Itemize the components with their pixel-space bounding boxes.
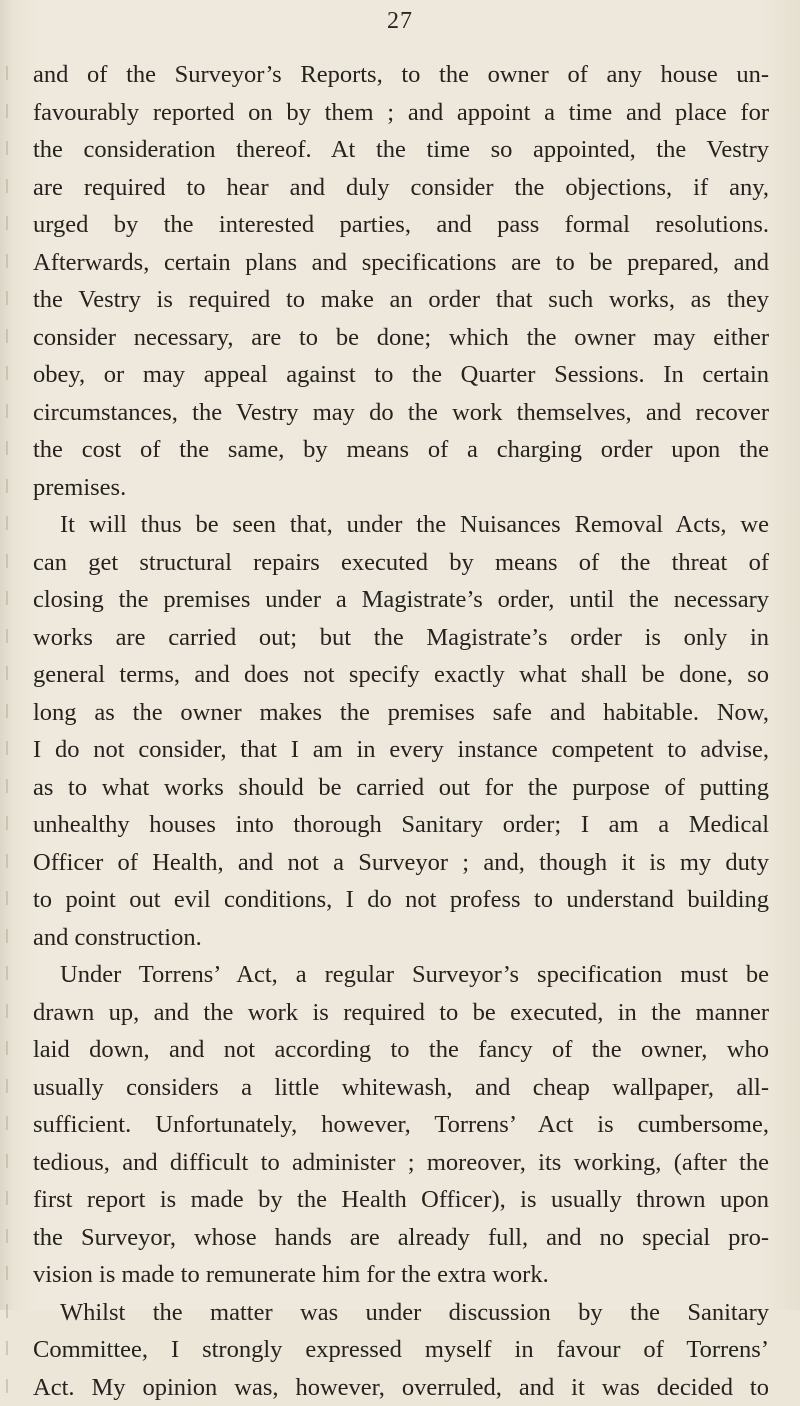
text-line: as to what works should be carried out for the purpose of putting	[33, 769, 769, 807]
body-text	[33, 56, 769, 1406]
gutter-mark	[6, 141, 16, 155]
gutter-mark	[6, 1191, 16, 1205]
gutter-mark	[6, 179, 16, 193]
gutter-mark	[6, 779, 16, 793]
text-line: unhealthy houses into thorough Sanitary order; I am a Medical	[33, 806, 769, 844]
gutter-mark	[6, 516, 16, 530]
text-line: I do not consider, that I am in every instance competent to advise,	[33, 731, 769, 769]
text-line: Under Torrens’ Act, a regular Surveyor’s specification must be	[33, 956, 769, 994]
text-line: premises.	[33, 469, 769, 507]
text-line: laid down, and not according to the fancy of the owner, who	[33, 1031, 769, 1069]
text-line: works are carried out; but the Magistrate’s order is only in	[33, 619, 769, 657]
text-line: usually considers a little whitewash, and cheap wallpaper, all-	[33, 1069, 769, 1107]
gutter-mark	[6, 1004, 16, 1018]
text-line: obey, or may appeal against to the Quarter Sessions. In certain	[33, 356, 769, 394]
text-line: the consideration thereof. At the time so appointed, the Vestry	[33, 131, 769, 169]
gutter-mark	[6, 254, 16, 268]
text-line: are required to hear and duly consider the objections, if any,	[33, 169, 769, 207]
gutter-mark	[6, 291, 16, 305]
gutter-mark	[6, 891, 16, 905]
paragraph	[33, 506, 769, 956]
text-line: drawn up, and the work is required to be executed, in the manner	[33, 994, 769, 1032]
text-line: the Vestry is required to make an order that such works, as they	[33, 281, 769, 319]
gutter-mark	[6, 329, 16, 343]
paragraph	[33, 1294, 769, 1406]
gutter-mark	[6, 441, 16, 455]
text-line: vision is made to remunerate him for the extra work.	[33, 1256, 769, 1294]
text-line: urged by the interested parties, and pass formal resolutions.	[33, 206, 769, 244]
gutter-mark	[6, 1154, 16, 1168]
paragraph	[33, 956, 769, 1294]
text-line: Afterwards, certain plans and specifications are to be prepared, and	[33, 244, 769, 282]
gutter-mark	[6, 1341, 16, 1355]
gutter-mark	[6, 1079, 16, 1093]
gutter-mark	[6, 629, 16, 643]
gutter-mark	[6, 366, 16, 380]
gutter-mark	[6, 104, 16, 118]
text-line: the Surveyor, whose hands are already full, and no special pro-	[33, 1219, 769, 1257]
text-line: consider necessary, are to be done; which the owner may either	[33, 319, 769, 357]
gutter-mark	[6, 966, 16, 980]
text-line: can get structural repairs executed by means of the threat of	[33, 544, 769, 582]
paragraph	[33, 56, 769, 506]
text-line: and of the Surveyor’s Reports, to the owner of any house un-	[33, 56, 769, 94]
gutter-mark	[6, 929, 16, 943]
text-line: closing the premises under a Magistrate’s order, until the necessary	[33, 581, 769, 619]
binding-gutter	[0, 0, 30, 1310]
text-line: circumstances, the Vestry may do the work themselves, and recover	[33, 394, 769, 432]
gutter-mark	[6, 1229, 16, 1243]
gutter-mark	[6, 704, 16, 718]
page-number: 27	[0, 8, 800, 35]
gutter-mark	[6, 741, 16, 755]
text-line: favourably reported on by them ; and appoint a time and place for	[33, 94, 769, 132]
text-line: Act. My opinion was, however, overruled, and it was decided to	[33, 1369, 769, 1406]
gutter-mark	[6, 854, 16, 868]
text-line: general terms, and does not specify exactly what shall be done, so	[33, 656, 769, 694]
gutter-mark	[6, 591, 16, 605]
text-line: sufficient. Unfortunately, however, Torrens’ Act is cumbersome,	[33, 1106, 769, 1144]
gutter-mark	[6, 554, 16, 568]
text-line: to point out evil conditions, I do not profess to understand building	[33, 881, 769, 919]
gutter-mark	[6, 479, 16, 493]
text-line: tedious, and difficult to administer ; moreover, its working, (after the	[33, 1144, 769, 1182]
gutter-mark	[6, 1266, 16, 1280]
gutter-mark	[6, 404, 16, 418]
text-line: long as the owner makes the premises safe and habitable. Now,	[33, 694, 769, 732]
gutter-mark	[6, 1116, 16, 1130]
text-line: Officer of Health, and not a Surveyor ; and, though it is my duty	[33, 844, 769, 882]
gutter-mark	[6, 816, 16, 830]
text-line: Committee, I strongly expressed myself in favour of Torrens’	[33, 1331, 769, 1369]
text-line: first report is made by the Health Officer), is usually thrown upon	[33, 1181, 769, 1219]
gutter-mark	[6, 1041, 16, 1055]
text-line: Whilst the matter was under discussion by the Sanitary	[33, 1294, 769, 1332]
gutter-mark	[6, 1304, 16, 1318]
text-line: It will thus be seen that, under the Nuisances Removal Acts, we	[33, 506, 769, 544]
gutter-mark	[6, 216, 16, 230]
text-line: the cost of the same, by means of a charging order upon the	[33, 431, 769, 469]
gutter-mark	[6, 666, 16, 680]
text-line: and construction.	[33, 919, 769, 957]
gutter-mark	[6, 1379, 16, 1393]
gutter-mark	[6, 66, 16, 80]
